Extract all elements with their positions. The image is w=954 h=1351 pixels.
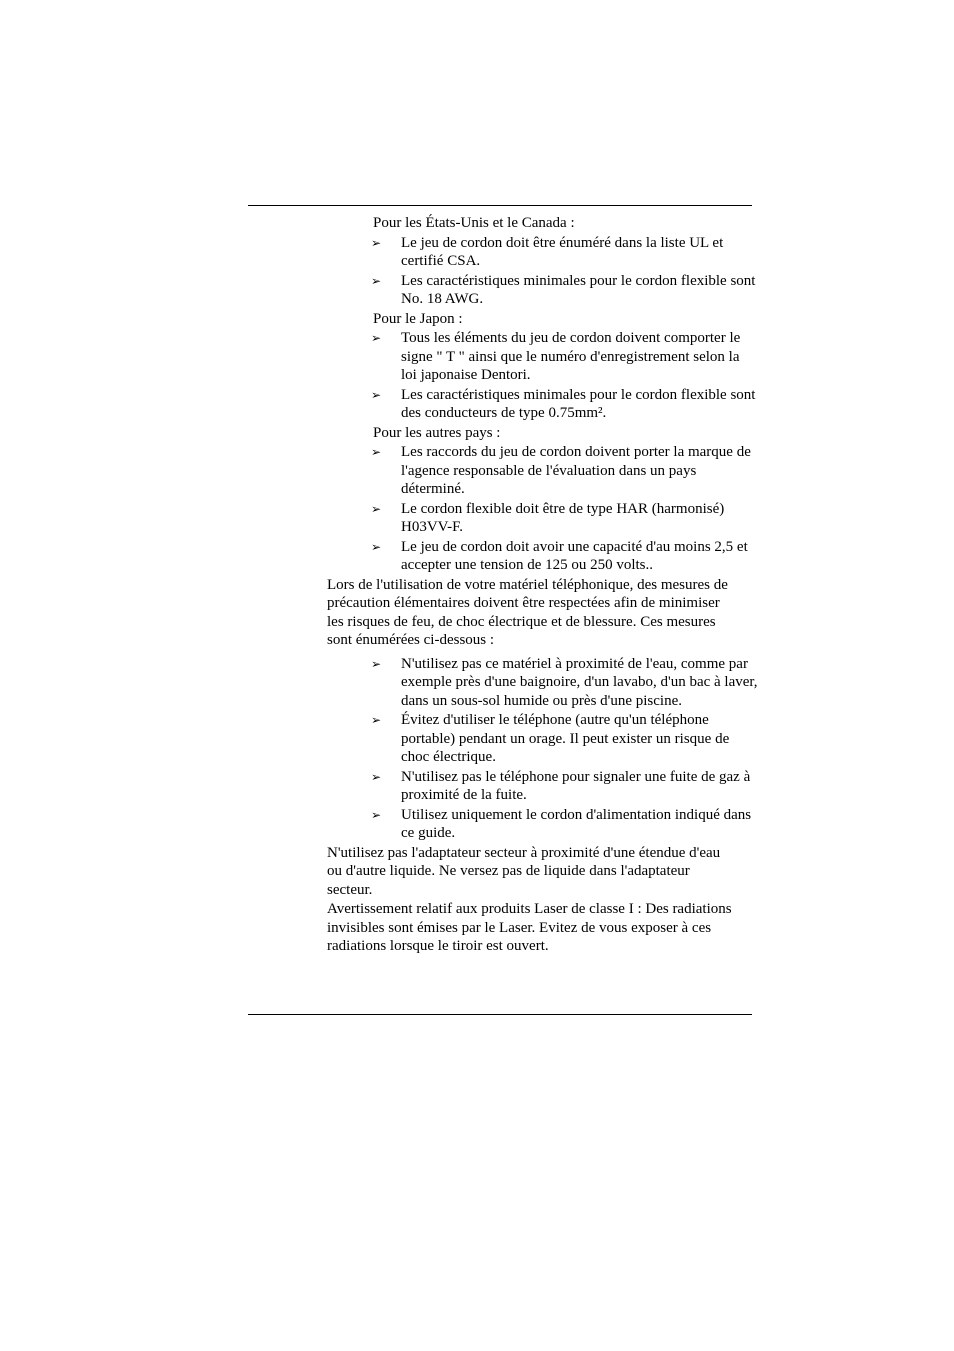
list-item: ➢ Tous les éléments du jeu de cordon doivent comporter le signe " T " ainsi que le numéro d'enregistrement selon la loi japonaise Dentori. <box>371 330 741 383</box>
heading-other-countries: Pour les autres pays : <box>373 424 501 441</box>
list-item: ➢ Le jeu de cordon doit être énuméré dans la liste UL et certifié CSA. <box>371 234 724 269</box>
arrow-bullet-icon: ➢ <box>371 273 382 288</box>
list-item: ➢ Le cordon flexible doit être de type HAR (harmonisé) H03VV-F. <box>371 500 725 535</box>
top-divider <box>248 205 752 206</box>
arrow-bullet-icon: ➢ <box>371 539 382 554</box>
list-item: ➢ Les caractéristiques minimales pour le cordon flexible sont No. 18 AWG. <box>371 272 756 307</box>
arrow-bullet-icon: ➢ <box>371 656 382 671</box>
list-item: ➢ N'utilisez pas ce matériel à proximité de l'eau, comme par exemple près d'une baignoire, d'un lavabo, d'un bac à laver, dans un sous-sol humide ou près d'une piscine. <box>371 655 758 709</box>
arrow-bullet-icon: ➢ <box>371 501 382 516</box>
laser-warning: Avertissement relatif aux produits Laser de classe I : Des radiations invisibles sont émises par le Laser. Evitez de vous exposer à ces radiations lorsque le tiroir est ouvert. <box>327 901 732 954</box>
list-item: ➢ Les caractéristiques minimales pour le cordon flexible sont des conducteurs de type 0.75mm². <box>371 386 756 421</box>
arrow-bullet-icon: ➢ <box>371 387 382 402</box>
list-other-countries <box>327 443 759 575</box>
list-item: ➢ Le jeu de cordon doit avoir une capacité d'au moins 2,5 et accepter une tension de 125 ou 250 volts.. <box>371 538 748 573</box>
arrow-bullet-icon: ➢ <box>371 235 382 250</box>
list-item: ➢ Les raccords du jeu de cordon doivent porter la marque de l'agence responsable de l'évaluation dans un pays déterminé. <box>371 444 751 497</box>
document-body <box>327 214 759 957</box>
heading-usa-canada: Pour les États-Unis et le Canada : <box>373 215 575 231</box>
arrow-bullet-icon: ➢ <box>371 713 382 727</box>
list-precautions <box>327 655 759 843</box>
list-usa-canada <box>327 234 759 309</box>
arrow-bullet-icon: ➢ <box>371 331 382 345</box>
arrow-bullet-icon: ➢ <box>371 807 382 822</box>
adapter-warning: N'utilisez pas l'adaptateur secteur à proximité d'une étendue d'eau ou d'autre liquide. Ne versez pas de liquide dans l'adaptateur secteur. <box>327 844 721 898</box>
heading-japan: Pour le Japon : <box>373 310 463 327</box>
list-item: ➢ Évitez d'utiliser le téléphone (autre qu'un téléphone portable) pendant un orage. Il peut exister un risque de choc électrique. <box>371 712 730 765</box>
list-item: ➢ N'utilisez pas le téléphone pour signaler une fuite de gaz à proximité de la fuite. <box>371 768 751 803</box>
arrow-bullet-icon: ➢ <box>371 445 382 459</box>
precautions-intro: Lors de l'utilisation de votre matériel téléphonique, des mesures de précaution élémentaires doivent être respectées afin de minimiser les risques de feu, de choc électrique et de blessure. Ces mesures sont énumérées ci-dessous : <box>327 576 728 648</box>
arrow-bullet-icon: ➢ <box>371 769 382 784</box>
bottom-divider <box>248 1014 752 1015</box>
list-item: ➢ Utilisez uniquement le cordon d'alimentation indiqué dans ce guide. <box>371 806 752 841</box>
list-japan <box>327 329 759 423</box>
